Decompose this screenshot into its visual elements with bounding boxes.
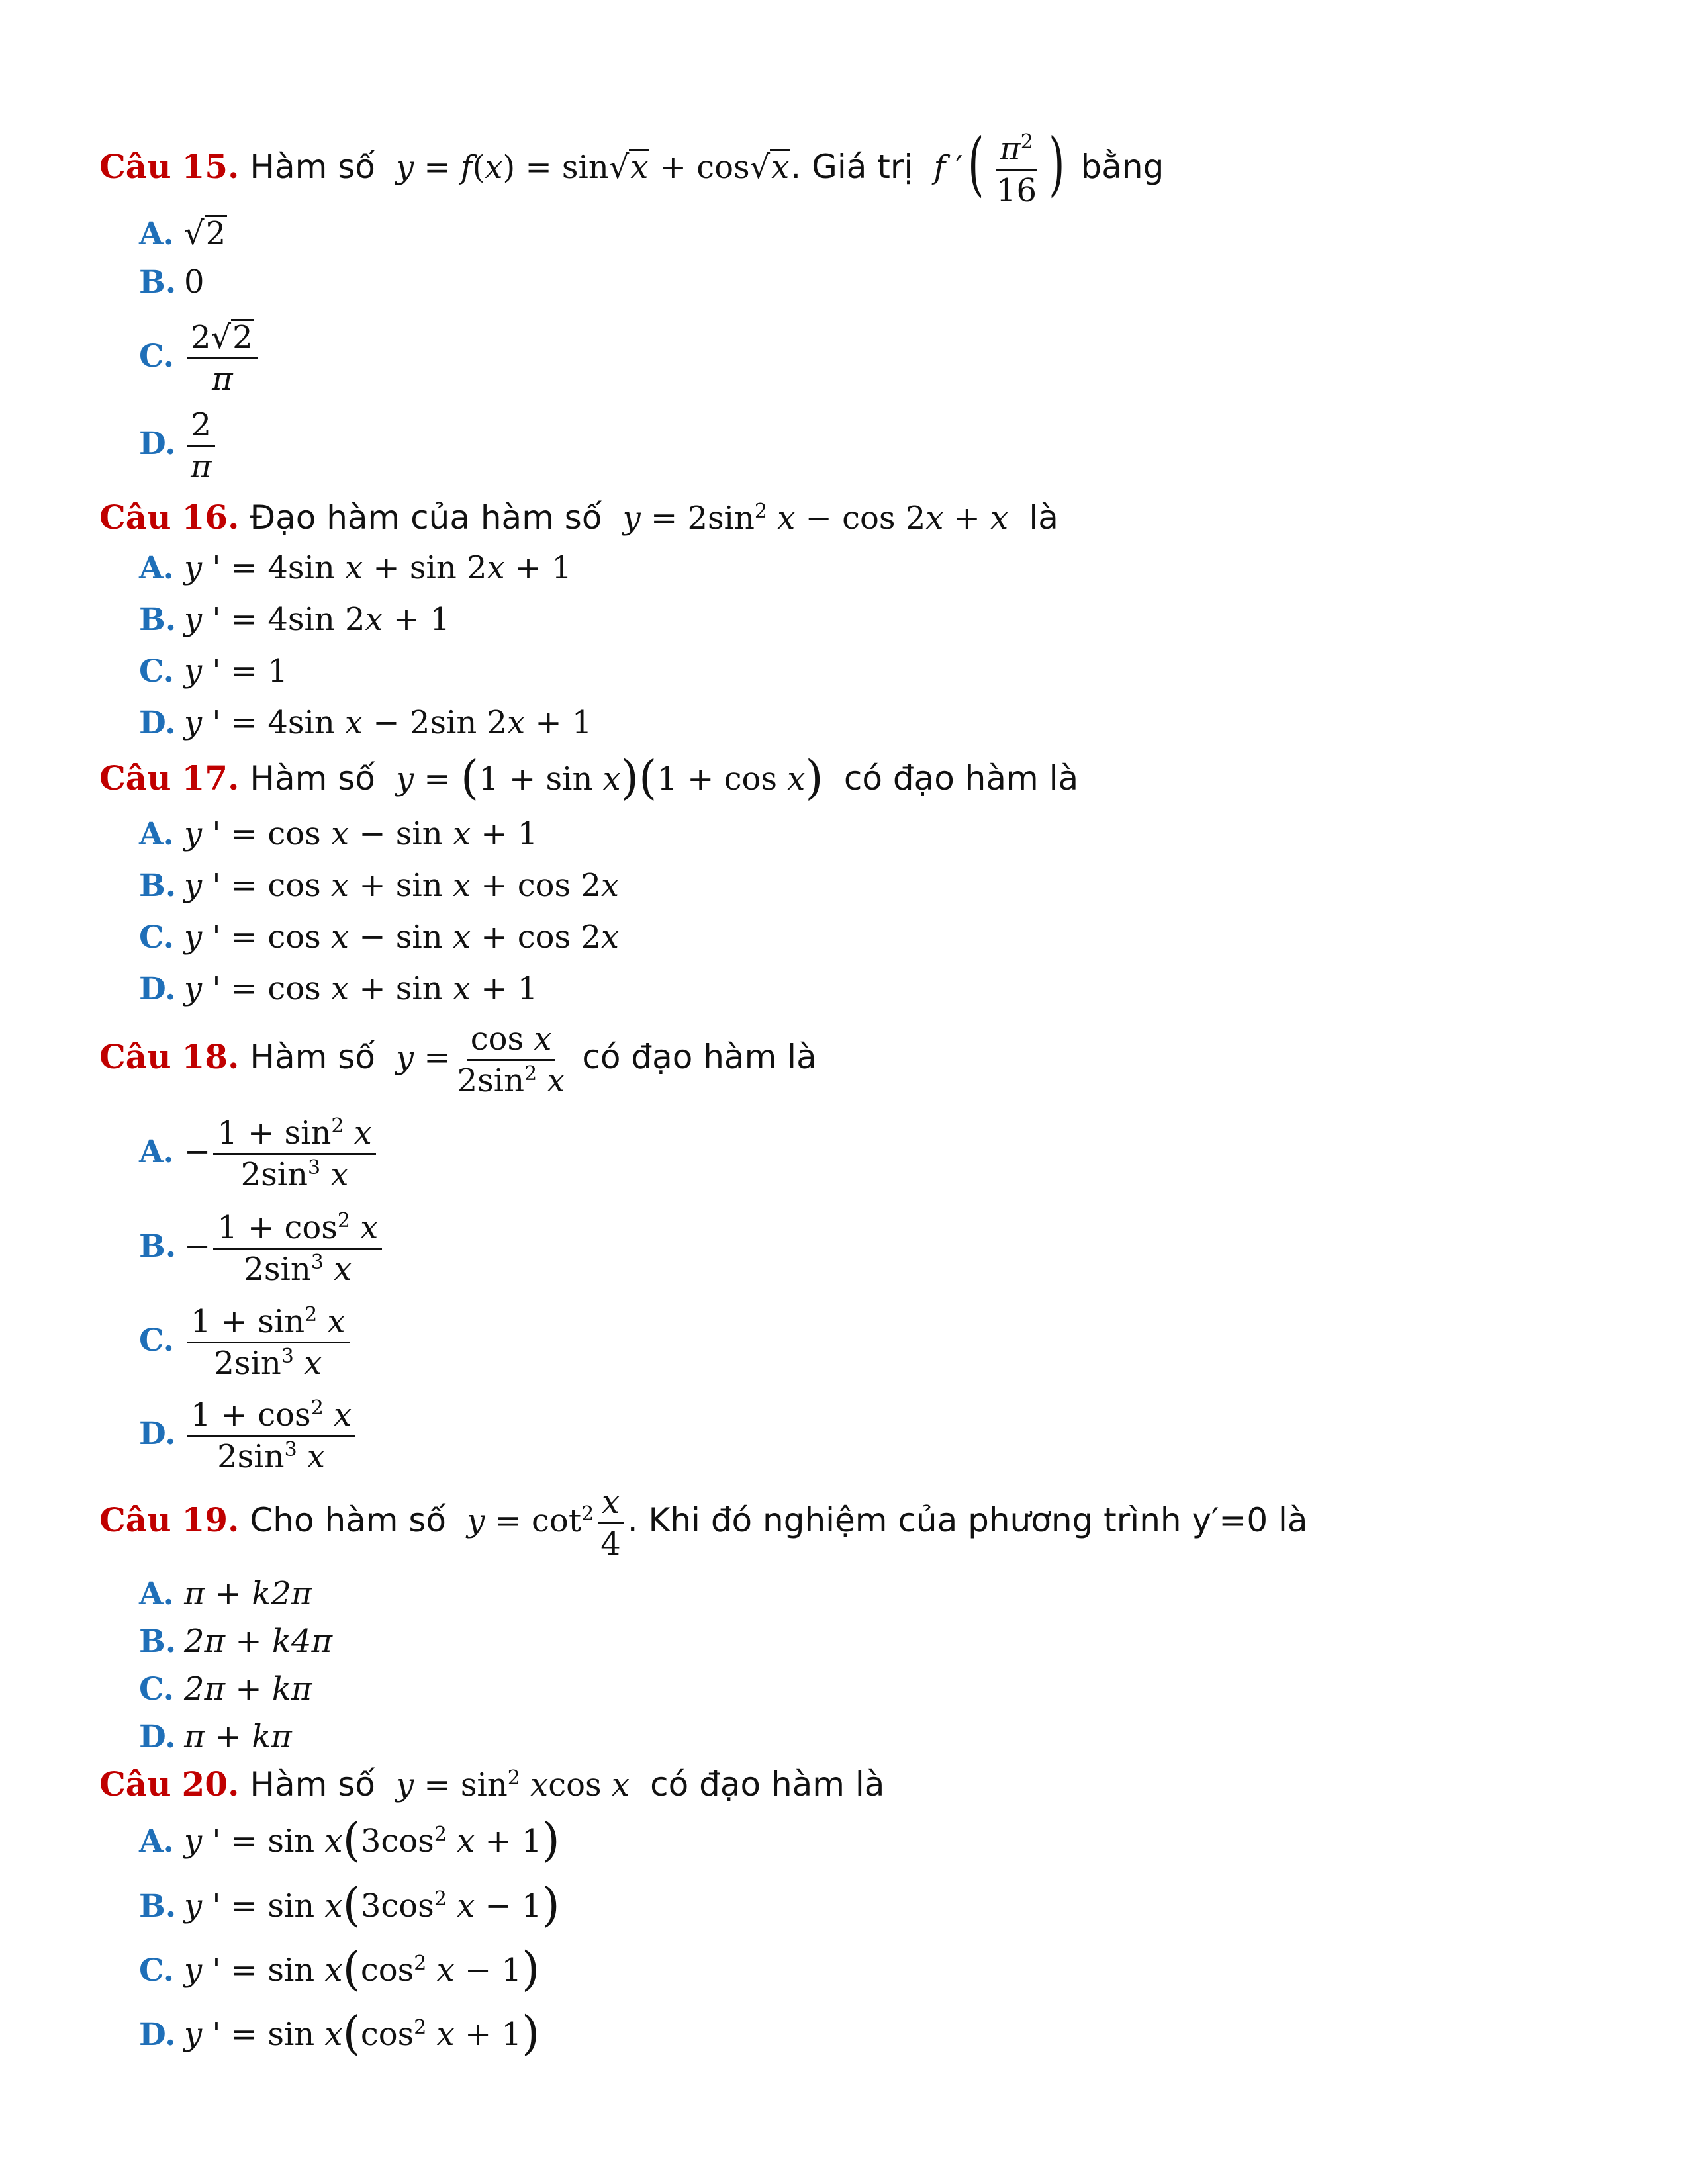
math-expression: $\frac{2}{\pi}$ <box>184 425 218 462</box>
question-number: 16. <box>181 498 240 537</box>
option-label: C. <box>139 919 174 956</box>
math-expression: y ' = $\sin x(\cos^2$ x + 1) <box>184 2006 540 2060</box>
question-text: là <box>1029 498 1058 537</box>
question-text: . Giá trị <box>790 148 914 186</box>
option-label: D. <box>139 971 176 1007</box>
question-number: 17. <box>181 758 240 797</box>
option-label: A. <box>139 550 174 586</box>
question-15 <box>99 123 1164 210</box>
question-label: Câu <box>99 1037 171 1076</box>
question-text: Hàm số <box>250 1765 375 1803</box>
option-label: A. <box>139 1134 174 1170</box>
question-label: Câu <box>99 498 171 537</box>
math-expression: y ' = cos x + sin x + 1 <box>184 970 538 1007</box>
math-expression: y ' = $\sin x(3\cos^2$ x + 1) <box>184 1813 560 1867</box>
option-a <box>139 1113 379 1195</box>
math-expression: $\frac{2√2}{\pi}$ <box>184 338 261 375</box>
question-text: có đạo hàm là <box>843 759 1079 797</box>
option-label: B. <box>139 602 177 638</box>
question-label: Câu <box>99 1500 171 1539</box>
math-expression: √2 <box>184 215 226 252</box>
option-c <box>139 1302 352 1383</box>
option-d <box>139 1718 292 1756</box>
option-label: D. <box>139 1719 176 1755</box>
option-label: B. <box>139 1623 177 1660</box>
math-expression: y = $\frac{\text{cos x}}{2\sin^2 x}$ <box>396 1021 565 1099</box>
option-label: D. <box>139 1416 176 1452</box>
option-c <box>139 1942 540 1996</box>
option-b <box>139 867 619 905</box>
option-a <box>139 215 227 253</box>
option-label: B. <box>139 1888 177 1925</box>
question-18 <box>99 1019 817 1101</box>
option-label: A. <box>139 216 174 252</box>
option-a <box>139 1575 312 1613</box>
question-number: 18. <box>181 1037 240 1076</box>
math-expression: y = f(x) = sin√x + cos√x <box>396 149 790 186</box>
option-label: A. <box>139 1823 174 1860</box>
question-text: Đạo hàm của hàm số <box>250 498 602 537</box>
math-expression: y ' = cos x − sin x + 1 <box>184 815 538 852</box>
option-label: B. <box>139 264 177 300</box>
math-expression: − $\frac{1 + \sin^2 x}{2\sin^3 x}$ <box>184 1133 379 1170</box>
option-d <box>139 1395 358 1477</box>
question-19 <box>99 1482 1308 1564</box>
math-expression: y ' = 4sin x − 2sin 2x + 1 <box>184 704 592 741</box>
option-b <box>139 601 450 639</box>
option-c <box>139 318 261 399</box>
question-label: Câu <box>99 758 171 797</box>
question-20 <box>99 1764 884 1805</box>
math-expression: y ' = 1 <box>184 653 288 690</box>
question-text: Cho hàm số <box>250 1501 447 1539</box>
question-text: có đạo hàm là <box>650 1765 885 1803</box>
option-label: B. <box>139 868 177 904</box>
option-b <box>139 1208 385 1289</box>
question-number: 19. <box>181 1500 240 1539</box>
math-expression: π + k2π <box>184 1575 312 1612</box>
math-expression: 2π + kπ <box>184 1670 312 1707</box>
math-expression: y ' = 4sin x + sin 2x + 1 <box>184 549 572 586</box>
option-label: C. <box>139 1952 174 1989</box>
option-d <box>139 970 538 1008</box>
option-c <box>139 1670 312 1708</box>
option-a <box>139 815 538 853</box>
question-text: có đạo hàm là <box>582 1038 817 1076</box>
math-expression: − $\frac{1 + \cos^2 x}{2\sin^3 x}$ <box>184 1228 385 1265</box>
math-expression: $y = \sin^2 xcos$ x <box>396 1766 630 1803</box>
math-expression: y ' = cos x + sin x + cos 2x <box>184 867 620 904</box>
question-label: Câu <box>99 1764 171 1803</box>
option-value: 0 <box>184 263 205 300</box>
option-label: D. <box>139 426 176 462</box>
question-16 <box>99 498 1058 538</box>
math-expression: $\frac{1 + \cos^2 x}{2\sin^3 x}$ <box>184 1415 358 1452</box>
option-label: C. <box>139 653 174 690</box>
question-17 <box>99 751 1079 805</box>
math-expression: y ' = cos x − sin x + cos 2x <box>184 919 620 956</box>
option-label: B. <box>139 1228 177 1265</box>
question-text: Hàm số <box>250 1038 375 1076</box>
option-b <box>139 263 205 301</box>
math-expression: $y = \cot^2$ $\frac{x}{4}$ <box>457 1502 628 1539</box>
math-expression: 2π + k4π <box>184 1623 332 1660</box>
option-label: A. <box>139 816 174 852</box>
question-text: . Khi đó nghiệm của phương trình y′=0 là <box>627 1501 1308 1539</box>
question-number: 20. <box>181 1764 240 1803</box>
math-expression: y ' = $\sin x(\cos^2$ x − 1) <box>184 1942 540 1996</box>
option-b <box>139 1878 560 1932</box>
math-expression: π + kπ <box>184 1718 292 1755</box>
question-label: Câu <box>99 147 171 186</box>
option-label: C. <box>139 1671 174 1707</box>
math-expression: y ' = 4sin 2x + 1 <box>184 601 450 638</box>
option-c <box>139 919 619 956</box>
option-label: A. <box>139 1576 174 1612</box>
question-text: Hàm số <box>250 759 375 797</box>
question-text: bằng <box>1080 148 1164 186</box>
math-expression: y = (1 + sin x)(1 + cos x) <box>396 751 823 805</box>
question-number: 15. <box>181 147 240 186</box>
math-expression: f ′( $\frac{\pi^2}{16}$ ) <box>933 123 1065 209</box>
question-text: Hàm số <box>250 148 375 186</box>
math-expression: y ' = $\sin x(3\cos^2$ x − 1) <box>184 1878 560 1932</box>
option-a <box>139 1813 560 1867</box>
option-b <box>139 1623 332 1661</box>
option-d <box>139 2006 540 2060</box>
math-expression: $y = 2\sin^2$ x − cos 2x + x <box>622 500 1009 537</box>
option-d <box>139 704 592 742</box>
option-label: D. <box>139 2017 176 2053</box>
option-d <box>139 405 218 486</box>
option-label: C. <box>139 338 174 375</box>
option-c <box>139 653 288 690</box>
math-expression: $\frac{1 + \sin^2 x}{2\sin^3 x}$ <box>184 1322 352 1359</box>
option-a <box>139 549 572 587</box>
option-label: C. <box>139 1322 174 1359</box>
option-label: D. <box>139 705 176 741</box>
